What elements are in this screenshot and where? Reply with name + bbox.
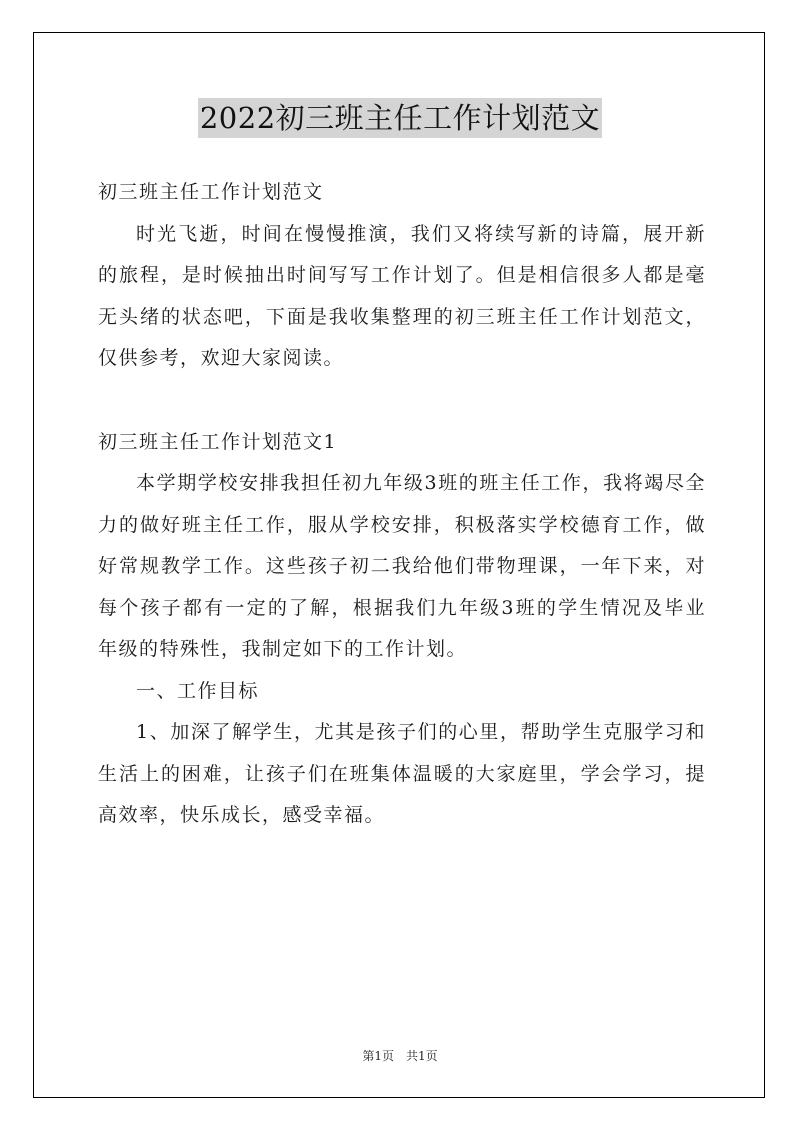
goals-heading: 一、工作目标	[136, 679, 260, 702]
section-heading: 初三班主任工作计划范文1	[98, 430, 338, 453]
title-container	[0, 98, 800, 138]
intro-paragraph: 时光飞逝，时间在慢慢推演，我们又将续写新的诗篇，展开新的旅程，是时候抽出时间写写工作计划了。但是相信很多人都是毫无头绪的状态吧，下面是我收集整理的初三班主任工作计划范文，仅供参考，欢迎大家阅读。	[98, 222, 706, 369]
document-title: 2022初三班主任工作计划范文	[198, 98, 602, 138]
document-body	[98, 172, 706, 837]
document-subtitle: 初三班主任工作计划范文	[98, 181, 324, 203]
page-footer: 第1页 共1页	[362, 1049, 438, 1063]
section-spacer	[98, 380, 706, 422]
goal-paragraph: 1、加深了解学生，尤其是孩子们的心里，帮助学生克服学习和生活上的困难，让孩子们在班集体温暖的大家庭里，学会学习，提高效率，快乐成长，感受幸福。	[98, 721, 706, 826]
body-paragraph: 本学期学校安排我担任初九年级3班的班主任工作，我将竭尽全力的做好班主任工作，服从学校安排，积极落实学校德育工作，做好常规教学工作。这些孩子初二我给他们带物理课，一年下来，对每个孩子都有一定的了解，根据我们九年级3班的学生情况及毕业年级的特殊性，我制定如下的工作计划。	[98, 472, 706, 660]
